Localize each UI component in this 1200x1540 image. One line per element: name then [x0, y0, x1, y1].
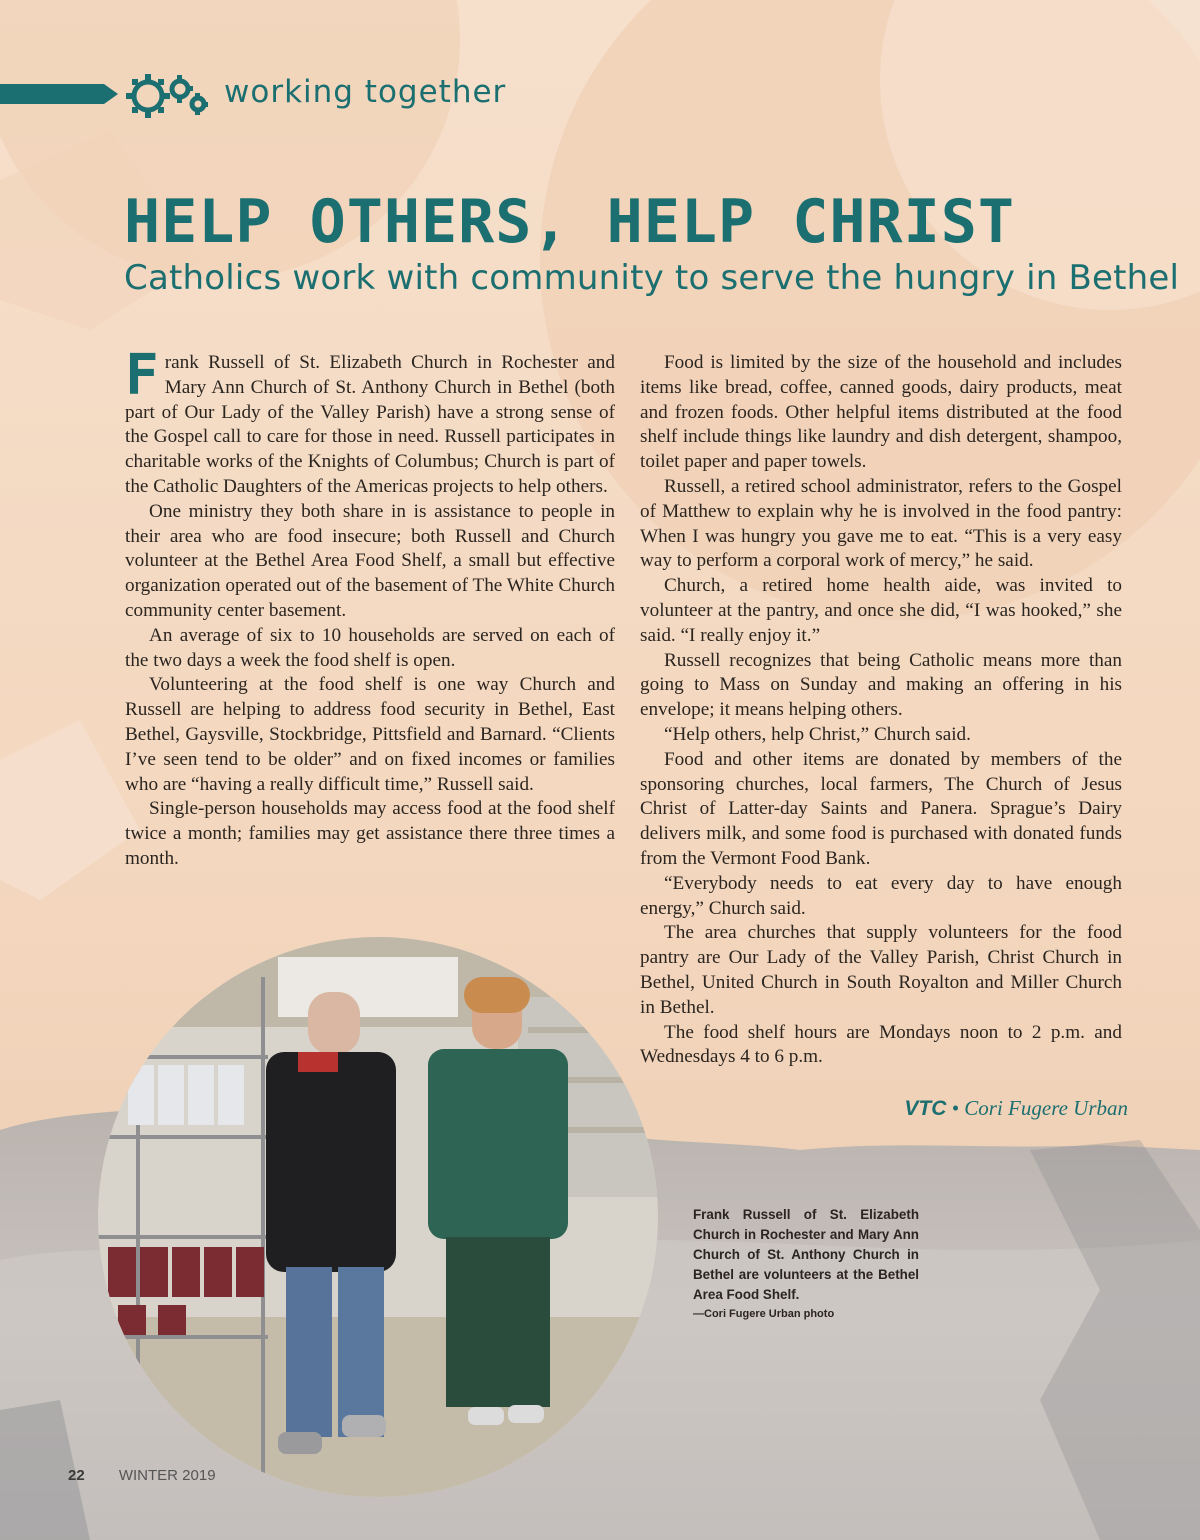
byline-author: Cori Fugere Urban [964, 1096, 1128, 1120]
drop-cap: F [125, 343, 159, 408]
article-paragraph: Single-person households may access food at the food shelf twice a month; families may get assistance there three times a month. [125, 798, 615, 869]
section-arrow [104, 84, 118, 104]
subhead: Catholics work with community to serve the hungry in Bethel [124, 258, 1180, 298]
photo-credit: —Cori Fugere Urban photo [693, 1308, 835, 1320]
article-paragraph: Russell recognizes that being Catholic means more than going to Mass on Sunday and making an offering in his envelope; it means helping others. [640, 649, 1122, 721]
article-paragraph: Frank Russell of St. Elizabeth Church in Rochester and Mary Ann Church of St. Anthony Church in Bethel (both part of Our Lady of the Valley Parish) have a strong sense of the Gospel call to care for those in need. Russell participates in charitable works of the Knights of Columbus; Church is part of the Catholic Daughters of the Americas projects to help others. [125, 343, 615, 497]
article-paragraph: Volunteering at the food shelf is one way Church and Russell are helping to address food security in Bethel, East Bethel, Gaysville, Stockbridge, Pittsfield and Barnard. “Clients I’ve seen tend to be older” and on fixed incomes or families who are “having a really difficult time,” Russell said. [125, 674, 615, 795]
article-column-left [125, 343, 615, 872]
article-paragraph: The area churches that supply volunteers for the food pantry are Our Lady of the Valley Parish, Christ Church in Bethel, United Church in South Royalton and Miller Church in Bethel. [640, 922, 1122, 1018]
byline [904, 1096, 1128, 1121]
byline-separator: • [946, 1096, 965, 1120]
article-paragraph: Russell, a retired school administrator, refers to the Gospel of Matthew to explain why he is involved in the food pantry: When I was hungry you gave me to eat. “This is a very easy way to perform a corporal work of mercy,” he said. [640, 475, 1122, 572]
article-paragraph: An average of six to 10 households are served on each of the two days a week the food shelf is open. [125, 624, 615, 671]
headline: HELP OTHERS, HELP CHRIST [124, 187, 1015, 257]
issue-label: WINTER 2019 [118, 1467, 216, 1484]
article-paragraph: The food shelf hours are Mondays noon to 2 p.m. and Wednesdays 4 to 6 p.m. [640, 1021, 1122, 1068]
article-paragraph: Food is limited by the size of the household and includes items like bread, coffee, canned goods, dairy products, meat and frozen foods. Other helpful items distributed at the food shelf include things like laundry and dish detergent, shampoo, toilet paper and paper towels. [640, 352, 1122, 473]
section-bar [0, 84, 104, 104]
article-paragraph: Church, a retired home health aide, was invited to volunteer at the pantry, and once she did, “I was hooked,” she said. “I really enjoy it.” [640, 575, 1122, 646]
article-photo [98, 937, 658, 1497]
page-number: 22 [68, 1467, 85, 1484]
article-paragraph: “Everybody needs to eat every day to have enough energy,” Church said. [640, 872, 1122, 919]
gears-icon [124, 70, 208, 122]
article-paragraph: One ministry they both share in is assistance to people in their area who are food insecure; both Russell and Church volunteer at the Bethel Area Food Shelf, a small but effective organization operated out of the basement of The White Church community center basement. [125, 500, 615, 621]
photo-caption-text: Frank Russell of St. Elizabeth Church in Rochester and Mary Ann Church of St. Anthony Church in Bethel are volunteers at the Bethel Area Food Shelf. [693, 1207, 919, 1302]
byline-org: VTC [904, 1097, 947, 1120]
section-label: working together [224, 74, 507, 110]
article-column-right [640, 351, 1122, 1070]
article-paragraph: “Help others, help Christ,” Church said. [664, 723, 971, 745]
article-paragraph: Food and other items are donated by members of the sponsoring churches, local farmers, The Church of Jesus Christ of Latter-day Saints and Panera. Sprague’s Dairy delivers milk, and some food is purchased with donated funds from the Vermont Food Bank. [640, 748, 1122, 869]
photo-caption [693, 1205, 919, 1323]
page-footer [68, 1467, 216, 1484]
